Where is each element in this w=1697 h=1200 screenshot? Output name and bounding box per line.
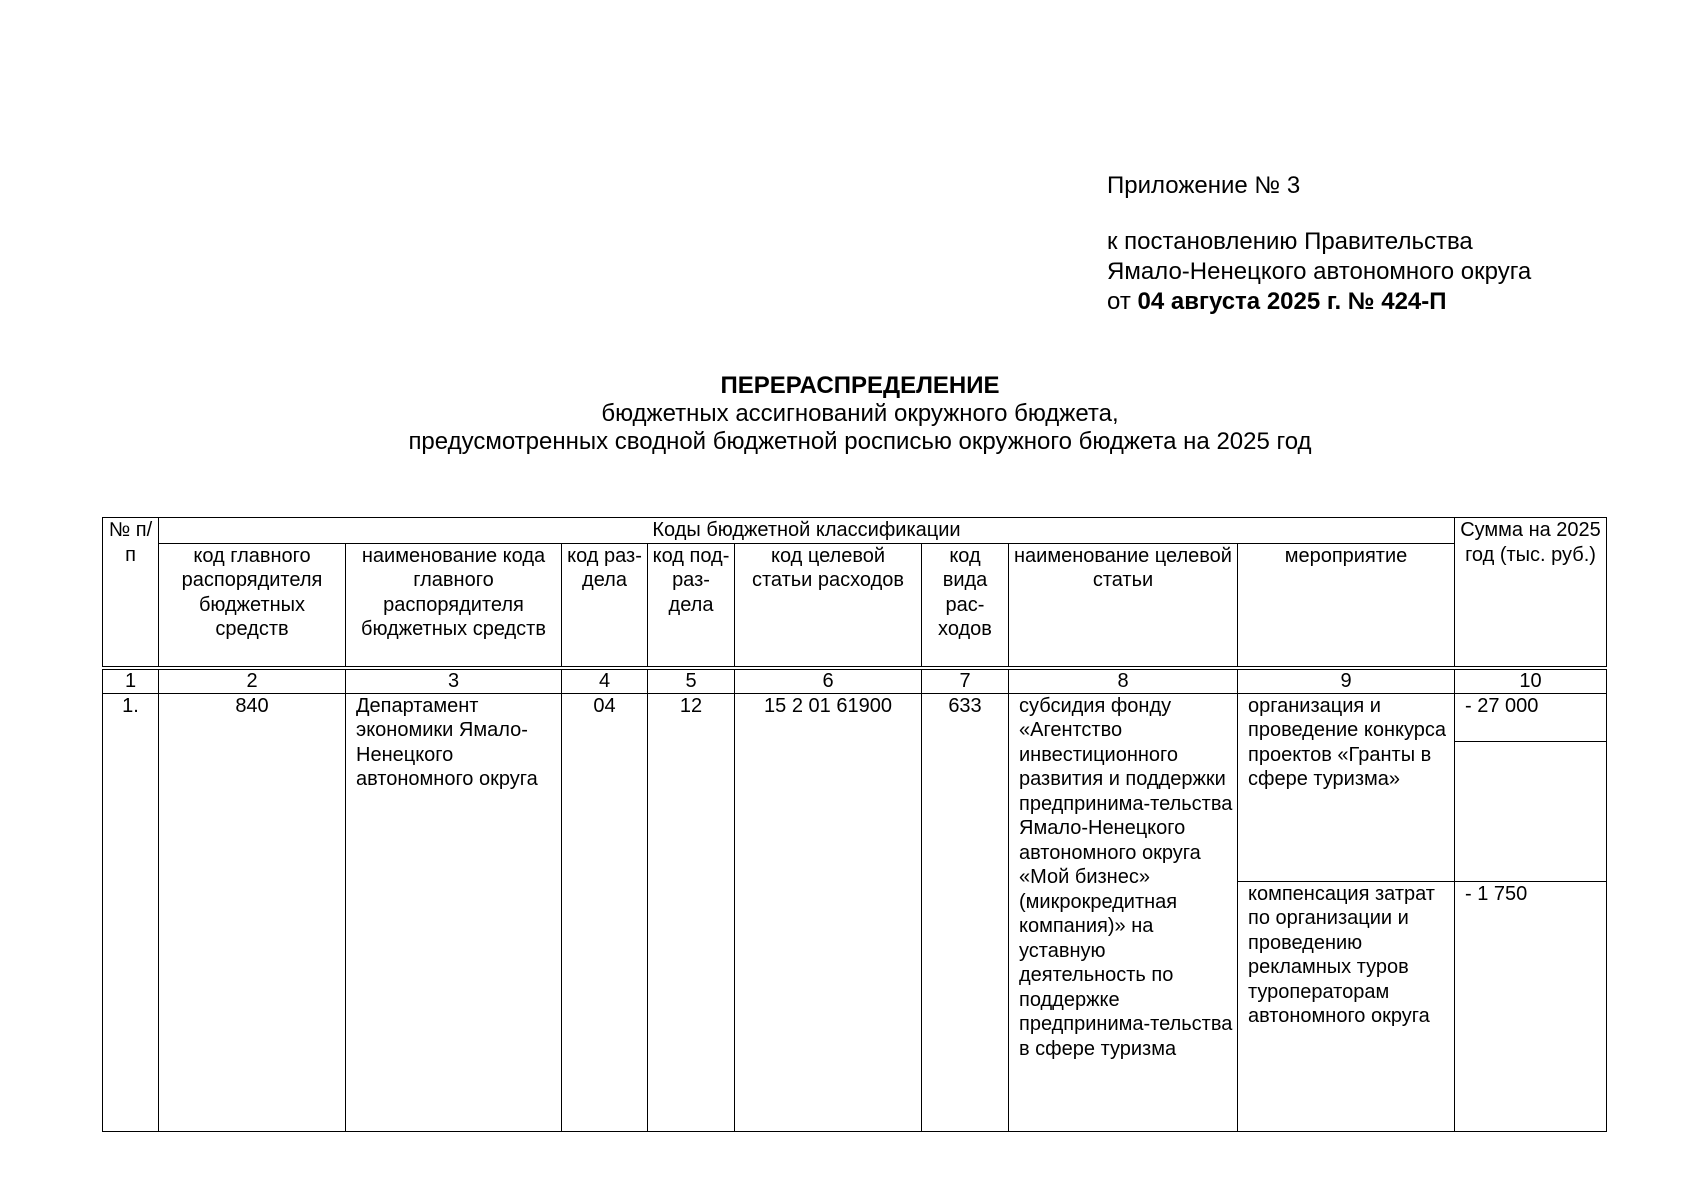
column-number: 9 <box>1238 669 1455 693</box>
title-main: ПЕРЕРАСПРЕДЕЛЕНИЕ <box>720 372 1000 399</box>
appendix-label: Приложение № 3 <box>1107 172 1301 199</box>
header-target-code: код целевой статьи расходов <box>735 543 922 666</box>
column-number: 4 <box>562 669 648 693</box>
header-section: код раз-дела <box>562 543 648 666</box>
row-expense-type: 633 <box>922 693 1009 1131</box>
column-number-row <box>103 669 1607 693</box>
column-number: 3 <box>346 669 562 693</box>
row-sum-2: - 1 750 <box>1455 881 1607 1131</box>
redistribution-table <box>102 517 1607 1132</box>
row-subsection: 12 <box>648 693 735 1131</box>
row-activity-2: компенсация затрат по организации и проведению рекламных туров туроператорам автономного округа <box>1238 881 1455 1131</box>
row-activity-1: организация и проведение конкурса проектов «Гранты в сфере туризма» <box>1238 693 1455 881</box>
header-gr-code: код главного распорядителя бюджетных средств <box>159 543 346 666</box>
header-sum: Сумма на 2025 год (тыс. руб.) <box>1455 518 1607 667</box>
title-sub-1: бюджетных ассигнований окружного бюджета, <box>601 400 1119 427</box>
row-section: 04 <box>562 693 648 1131</box>
row-gr-code: 840 <box>159 693 346 1131</box>
document-title <box>0 372 1697 456</box>
column-number: 1 <box>103 669 159 693</box>
header-num: № п/п <box>103 518 159 667</box>
column-number: 10 <box>1455 669 1607 693</box>
table-row <box>103 693 1607 741</box>
row-num: 1. <box>103 693 159 1131</box>
date-prefix: от <box>1107 288 1131 315</box>
row-sum-empty <box>1455 741 1607 881</box>
column-number: 2 <box>159 669 346 693</box>
header-subsection: код под-раз-дела <box>648 543 735 666</box>
header-gr-name: наименование кода главного распорядителя бюджетных средств <box>346 543 562 666</box>
column-number: 6 <box>735 669 922 693</box>
header-activity: мероприятие <box>1238 543 1455 666</box>
header-codes-group: Коды бюджетной классификации <box>159 518 1455 544</box>
region-name: Ямало-Ненецкого автономного округа <box>1107 258 1532 285</box>
row-gr-name: Департамент экономики Ямало-Ненецкого автономного округа <box>346 693 562 1131</box>
column-number: 7 <box>922 669 1009 693</box>
row-target-code: 15 2 01 61900 <box>735 693 922 1131</box>
header-expense-type: код вида рас-ходов <box>922 543 1009 666</box>
row-target-name: субсидия фонду «Агентство инвестиционного развития и поддержки предпринима-тельства Ямало-Ненецкого автономного округа «Мой бизнес» (микрокредитная компания)» на уставную деятельность по поддержке предпринима-тельства в сфере туризма <box>1009 693 1238 1131</box>
column-number: 5 <box>648 669 735 693</box>
row-sum-1: - 27 000 <box>1455 693 1607 741</box>
resolution-ref: к постановлению Правительства <box>1107 228 1473 255</box>
column-number: 8 <box>1009 669 1238 693</box>
approval-block <box>1107 171 1667 317</box>
resolution-date <box>1107 287 1667 317</box>
header-target-name: наименование целевой статьи <box>1009 543 1238 666</box>
title-sub-2: предусмотренных сводной бюджетной росписью окружного бюджета на 2025 год <box>408 428 1312 455</box>
date-number: 04 августа 2025 г. № 424-П <box>1137 288 1447 315</box>
